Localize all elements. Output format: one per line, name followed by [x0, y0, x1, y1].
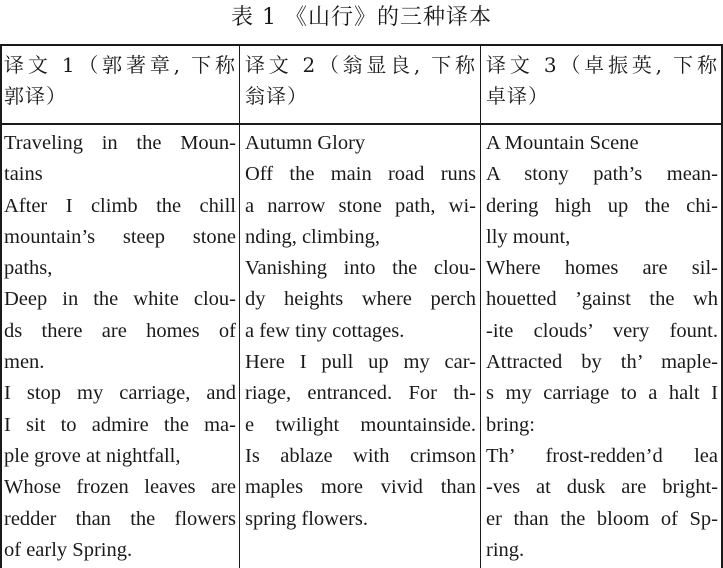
- translation-line: Autumn Glory: [245, 132, 366, 154]
- translation-line: riage, entranced. For th-: [245, 382, 476, 405]
- header-line: 译文 3（卓振英, 下称: [486, 53, 718, 77]
- translation-line: ring.: [486, 538, 525, 561]
- table-left-rule: [0, 44, 2, 568]
- translation-line: After I climb the chill: [4, 194, 236, 217]
- header-translation-1: [4, 50, 236, 112]
- header-translation-3: [486, 50, 718, 112]
- translation-line: Off the main road runs: [245, 163, 476, 186]
- column-divider-1: [239, 44, 240, 568]
- header-bottom-rule: [0, 123, 723, 125]
- translation-line: a few tiny cottages.: [245, 319, 405, 342]
- translation-line: a narrow stone path, wi-: [245, 194, 476, 217]
- translation-line: Vanishing into the clou-: [245, 257, 476, 280]
- header-line: 卓译）: [486, 84, 549, 108]
- translation-line: A stony path’s mean-: [486, 163, 718, 186]
- translation-line: nding, climbing,: [245, 225, 380, 248]
- body-translation-2: [245, 128, 476, 535]
- translation-line: ple grove at nightfall,: [4, 444, 181, 467]
- translation-line: dy heights where perch: [245, 288, 476, 311]
- table-caption: 表 1 《山行》的三种译本: [231, 5, 492, 30]
- translation-line: -ves at dusk are bright-: [486, 476, 718, 499]
- translation-line: redder than the flowers: [4, 507, 236, 530]
- translation-line: bring:: [486, 413, 535, 436]
- header-line: 翁译）: [245, 84, 308, 108]
- translation-line: dering high up the chi-: [486, 194, 718, 217]
- header-line: 郭译）: [4, 84, 67, 108]
- translation-line: Is ablaze with crimson: [245, 444, 476, 467]
- translation-line: Traveling in the Moun-: [4, 132, 236, 154]
- translation-line: A Mountain Scene: [486, 132, 639, 154]
- translation-line: -ite clouds’ very fount.: [486, 319, 718, 342]
- translation-line: s my carriage to a halt I: [486, 382, 718, 405]
- translation-line: lly mount,: [486, 225, 571, 248]
- translation-line: ds there are homes of: [4, 319, 236, 342]
- translation-line: Where homes are sil-: [486, 257, 718, 280]
- translation-line: e twilight mountainside.: [245, 413, 476, 436]
- translation-line: spring flowers.: [245, 507, 368, 530]
- header-line: 译文 1（郭著章, 下称: [4, 53, 236, 77]
- translation-line: Th’ frost-redden’d lea: [486, 444, 718, 467]
- translation-line: maples more vivid than: [245, 476, 476, 499]
- translation-line: paths,: [4, 257, 53, 280]
- table-top-rule: [0, 44, 723, 46]
- column-divider-2: [480, 44, 481, 568]
- translation-line: I stop my carriage, and: [4, 382, 236, 405]
- header-translation-2: [245, 50, 476, 112]
- header-line: 译文 2（翁显良, 下称: [245, 53, 476, 77]
- translation-line: Whose frozen leaves are: [4, 476, 236, 499]
- translation-line: men.: [4, 351, 45, 374]
- body-translation-3: [486, 128, 718, 566]
- translation-line: I sit to admire the ma-: [4, 413, 236, 436]
- translation-line: er than the bloom of Sp-: [486, 507, 718, 530]
- translation-line: of early Spring.: [4, 538, 133, 561]
- translation-line: houetted ’gainst the wh: [486, 288, 718, 311]
- translation-line: tains: [4, 163, 43, 186]
- translation-line: mountain’s steep stone: [4, 225, 236, 248]
- translation-line: Deep in the white clou-: [4, 288, 236, 311]
- translation-line: Here I pull up my car-: [245, 351, 476, 374]
- translation-line: Attracted by th’ maple-: [486, 351, 718, 374]
- body-translation-1: [4, 128, 236, 566]
